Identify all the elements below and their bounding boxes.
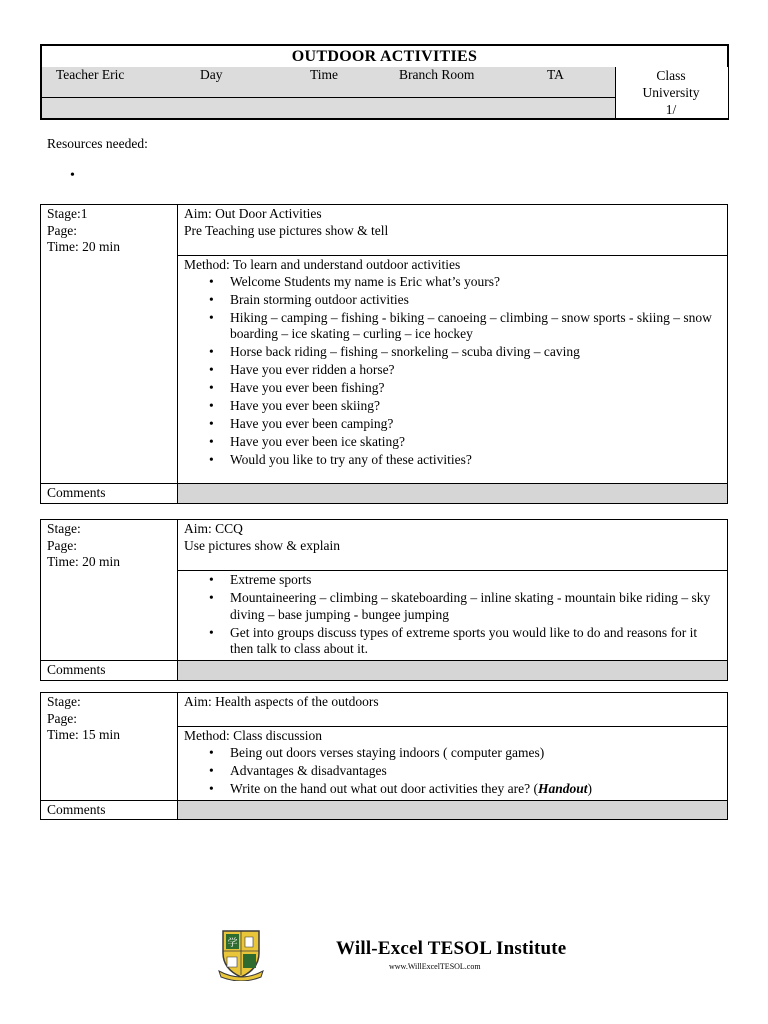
class-info <box>615 67 727 118</box>
stage-2-aim <box>178 520 728 571</box>
stage-1-aim-sub: Pre Teaching use pictures show & tell <box>184 222 389 238</box>
stage-1-time: Time: 20 min <box>47 239 121 254</box>
list-item: • Brain storming outdoor activities <box>230 292 721 309</box>
handout-prefix: Write on the hand out what out door activities they are? ( <box>230 780 538 796</box>
list-item: • Have you ever been camping? <box>230 416 721 433</box>
stage-3-table <box>40 692 728 820</box>
stage-2-bullet-list <box>184 572 721 658</box>
list-item: • Have you ever ridden a horse? <box>230 362 721 379</box>
resources-bullet: • <box>70 168 75 183</box>
stage-3-comments-label: Comments <box>41 800 178 820</box>
stage-1-method-text: Method: To learn and understand outdoor activities <box>184 257 461 272</box>
crest-logo-icon <box>217 927 265 981</box>
stage-1-page: Page: <box>47 222 77 238</box>
list-item: • Hiking – camping – fishing - biking – canoeing – climbing – snow sports - skiing – snow boarding – ice skating – curling – ice hockey <box>230 310 721 343</box>
ta-label: TA <box>547 67 564 82</box>
stage-3-bullet-list <box>184 745 721 798</box>
branch-room-label: Branch Room <box>399 67 475 82</box>
stage-3-aim <box>178 693 728 727</box>
list-item: • Extreme sports <box>230 572 721 589</box>
stage-2-comments-label: Comments <box>41 661 178 681</box>
header-divider <box>42 97 615 98</box>
stage-1-aim-text: Aim: Out Door Activities <box>184 206 322 221</box>
time-label: Time <box>310 67 339 82</box>
stage-1-table <box>40 204 728 504</box>
list-item: • Welcome Students my name is Eric what’s yours? <box>230 274 721 291</box>
stage-1-comments-label: Comments <box>41 484 178 504</box>
list-item <box>230 781 721 798</box>
stage-2-comments-field <box>178 661 728 681</box>
stage-3-aim-text: Aim: Health aspects of the outdoors <box>184 694 379 709</box>
stage-1-method <box>178 256 728 484</box>
handout-emphasis: Handout <box>537 780 588 796</box>
handout-suffix: ) <box>587 780 593 796</box>
stage-2-aim-sub: Use pictures show & explain <box>184 537 340 553</box>
stage-1-bullet-list <box>184 274 721 469</box>
stage-3-comments-field <box>178 800 728 820</box>
stage-1-info <box>41 205 178 484</box>
stage-2-method <box>178 571 728 661</box>
resources-needed: Resources needed: <box>47 136 148 151</box>
stage-2-table <box>40 519 728 681</box>
day-label: Day <box>200 67 223 82</box>
stage-1-aim <box>178 205 728 256</box>
stage-2-time: Time: 20 min <box>47 554 121 569</box>
list-item: • Horse back riding – fishing – snorkeling – scuba diving – caving <box>230 344 721 361</box>
stage-3-stage: Stage: <box>47 694 81 709</box>
stage-3-method <box>178 727 728 801</box>
institute-url: www.WillExcelTESOL.com <box>389 962 481 971</box>
institute-name: Will-Excel TESOL Institute <box>336 938 567 959</box>
stage-2-stage: Stage: <box>47 521 81 536</box>
list-item: • Have you ever been skiing? <box>230 398 721 415</box>
stage-3-method-text: Method: Class discussion <box>184 728 323 743</box>
stage-3-page: Page: <box>47 710 77 726</box>
stage-3-info <box>41 693 178 801</box>
class-value: University <box>642 85 700 100</box>
stage-1-stage: Stage:1 <box>47 206 88 221</box>
teacher-label: Teacher Eric <box>56 67 125 82</box>
stage-2-aim-text: Aim: CCQ <box>184 521 243 536</box>
list-item: • Get into groups discuss types of extreme sports you would like to do and reasons for it then talk to class about it. <box>230 625 721 658</box>
list-item: • Have you ever been ice skating? <box>230 434 721 451</box>
list-item: • Have you ever been fishing? <box>230 380 721 397</box>
list-item: • Mountaineering – climbing – skateboarding – inline skating - mountain bike riding – sky diving – base jumping - bungee jumping <box>230 590 721 623</box>
class-label: Class <box>656 68 686 83</box>
stage-1-comments-field <box>178 484 728 504</box>
page-title: OUTDOOR ACTIVITIES <box>291 48 478 65</box>
stage-2-info <box>41 520 178 661</box>
svg-text:学: 学 <box>227 938 238 949</box>
stage-3-time: Time: 15 min <box>47 727 121 742</box>
list-item: • Being out doors verses staying indoors ( computer games) <box>230 745 721 762</box>
class-number: 1/ <box>665 102 677 117</box>
list-item: • Advantages & disadvantages <box>230 763 721 780</box>
list-item: • Would you like to try any of these activities? <box>230 452 721 469</box>
stage-2-page: Page: <box>47 537 77 553</box>
lesson-header <box>40 44 729 120</box>
